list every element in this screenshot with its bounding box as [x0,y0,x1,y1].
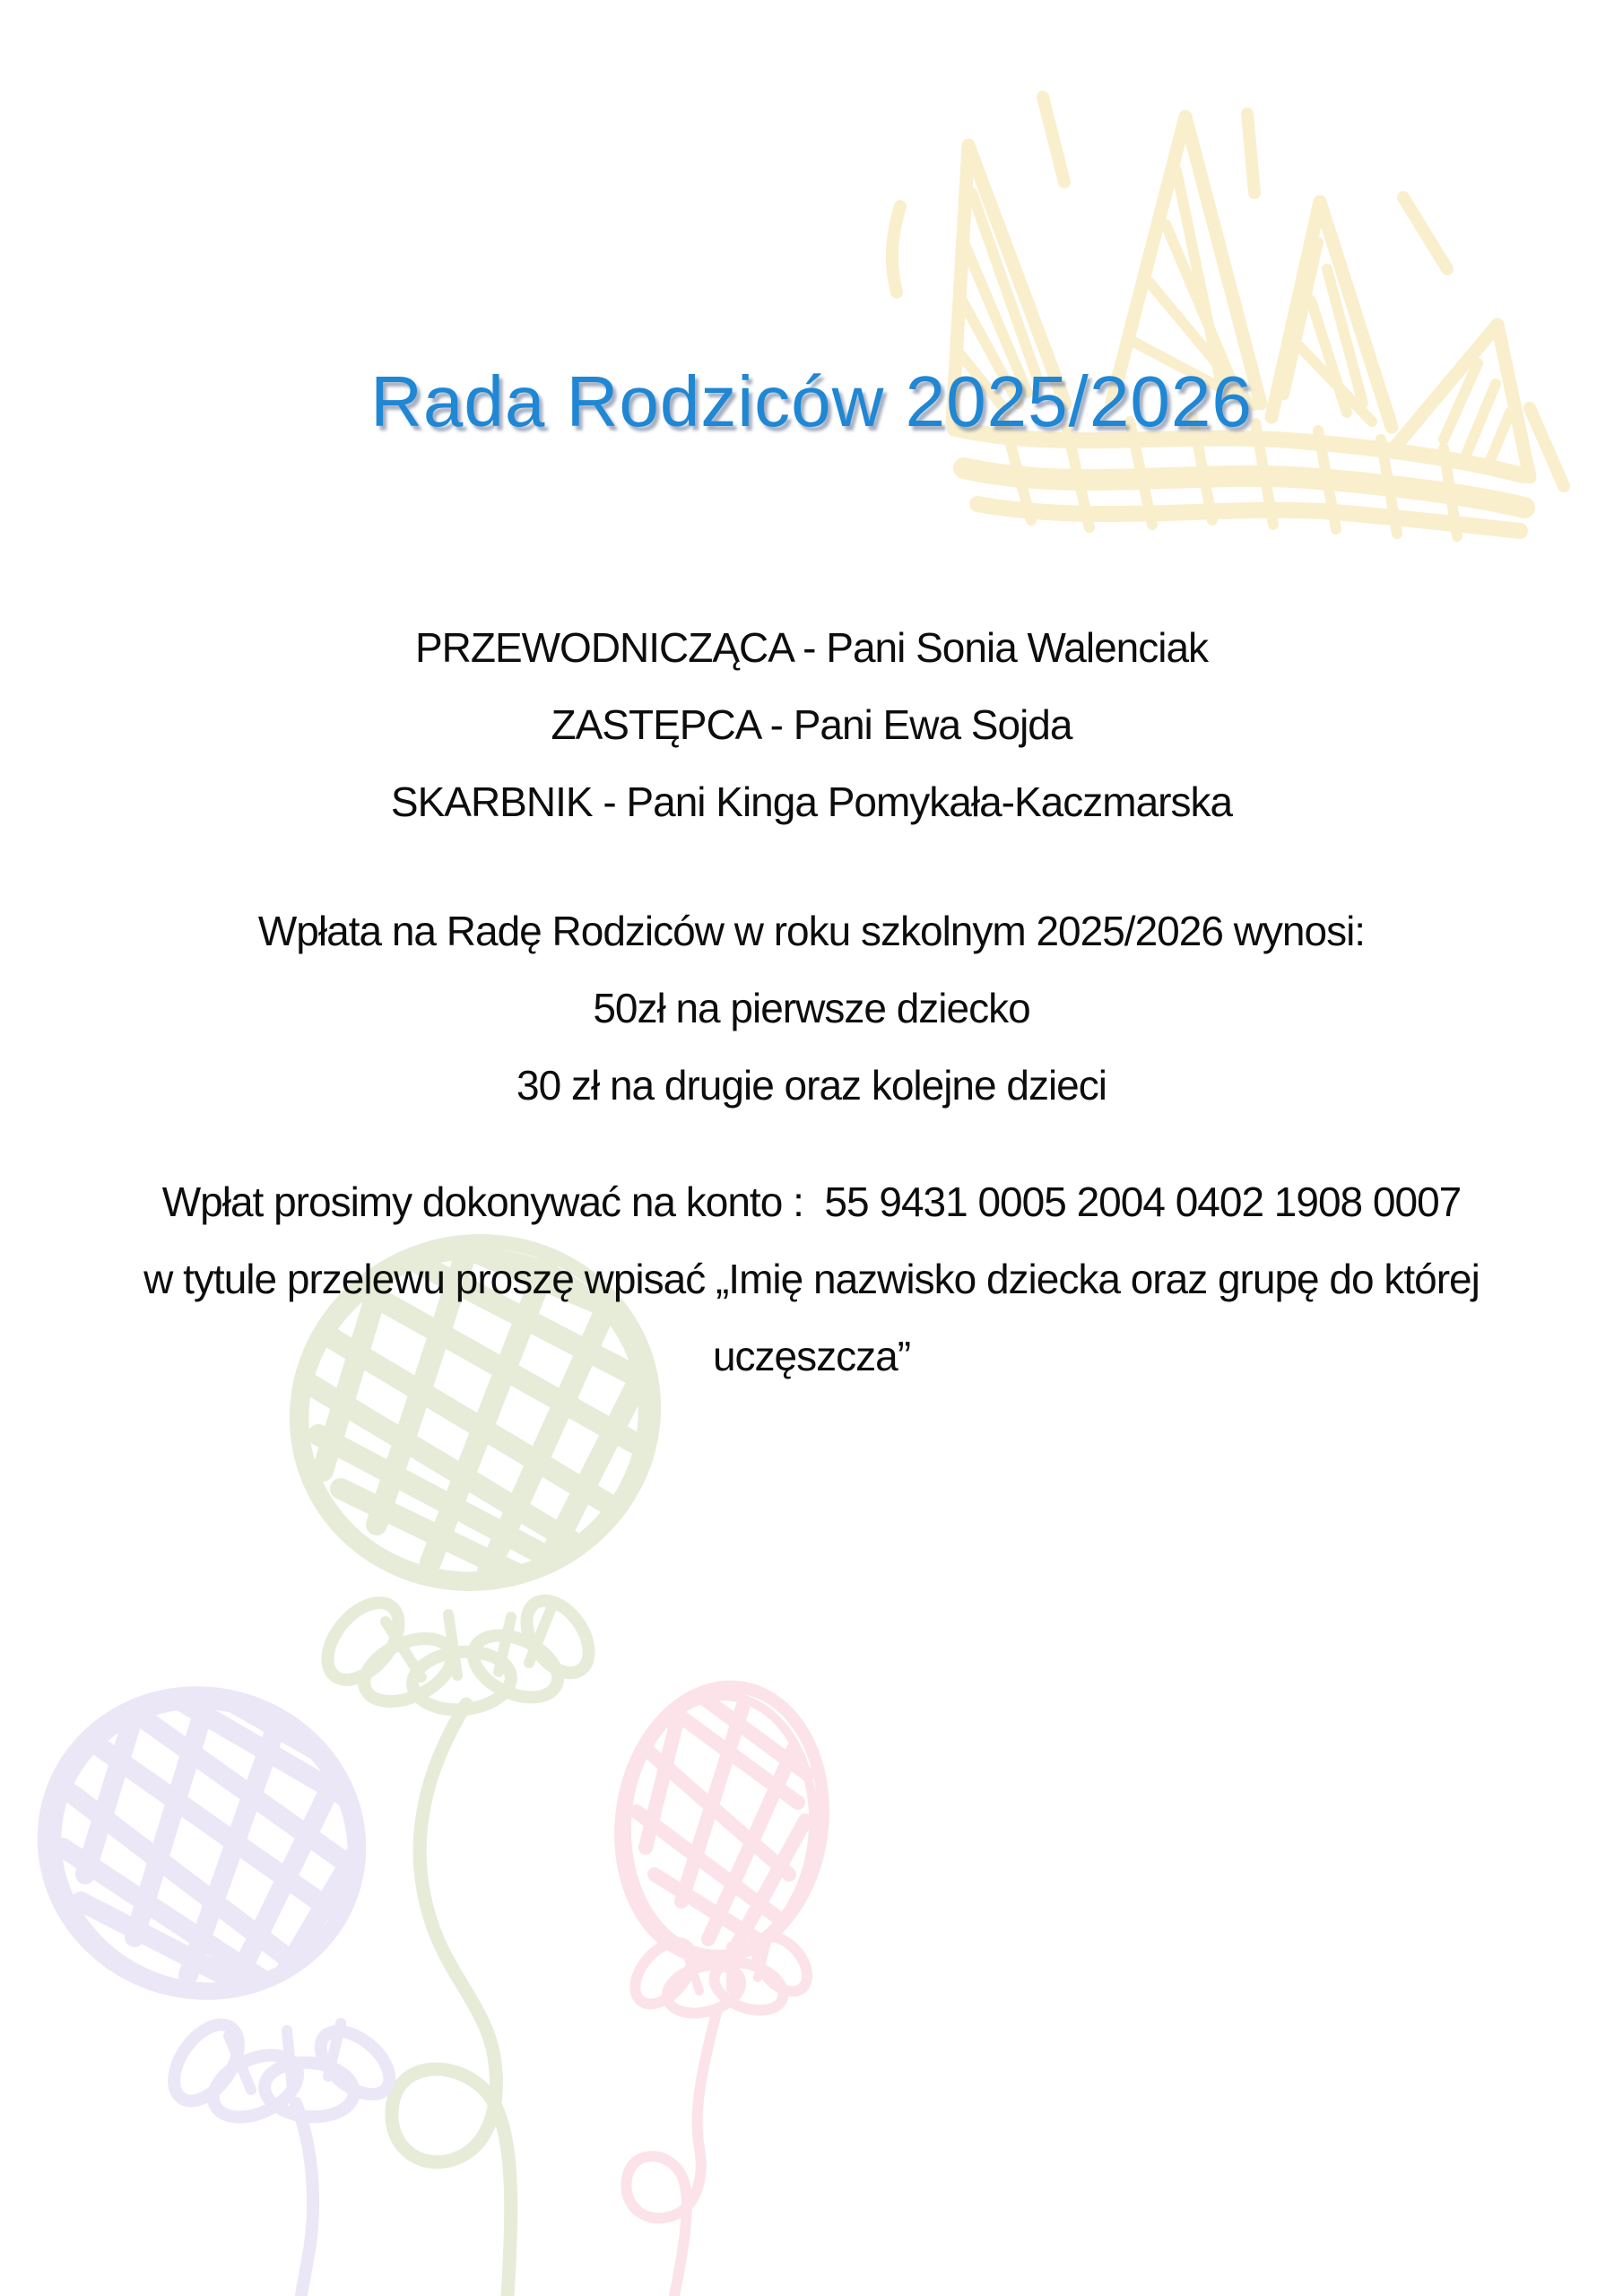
board-treasurer-line: SKARBNIK - Pani Kinga Pomykała-Kaczmarska [390,778,1233,825]
crown-doodle [892,97,1564,536]
page-title: Rada Rodziców 2025/2026 [370,361,1253,441]
transfer-info-block [0,1163,1623,1395]
payment-intro-line: Wpłata na Radę Rodziców w roku szkolnym 2025/2026 wynosi: [257,908,1366,954]
balloon-pink-doodle [603,1674,840,2296]
payment-first-child-line: 50zł na pierwsze dziecko [593,985,1030,1031]
transfer-title-line-2: uczęszcza” [712,1333,911,1379]
board-deputy-line: ZASTĘPCA - Pani Ewa Sojda [551,701,1072,748]
payment-next-children-line: 30 zł na drugie oraz kolejne dzieci [516,1062,1107,1109]
board-chairwoman-line: PRZEWODNICZĄCA - Pani Sonia Walenciak [414,624,1209,671]
payment-info-block [0,892,1623,1124]
balloon-purple-doodle [9,1657,401,2296]
transfer-account-line: Wpłat prosimy dokonywać na konto : 55 9431 0005 2004 0402 1908 0007 [161,1178,1462,1225]
transfer-title-line: w tytule przelewu proszę wpisać „Imię nazwisko dziecka oraz grupę do której [143,1256,1480,1302]
board-members-block [0,609,1623,840]
